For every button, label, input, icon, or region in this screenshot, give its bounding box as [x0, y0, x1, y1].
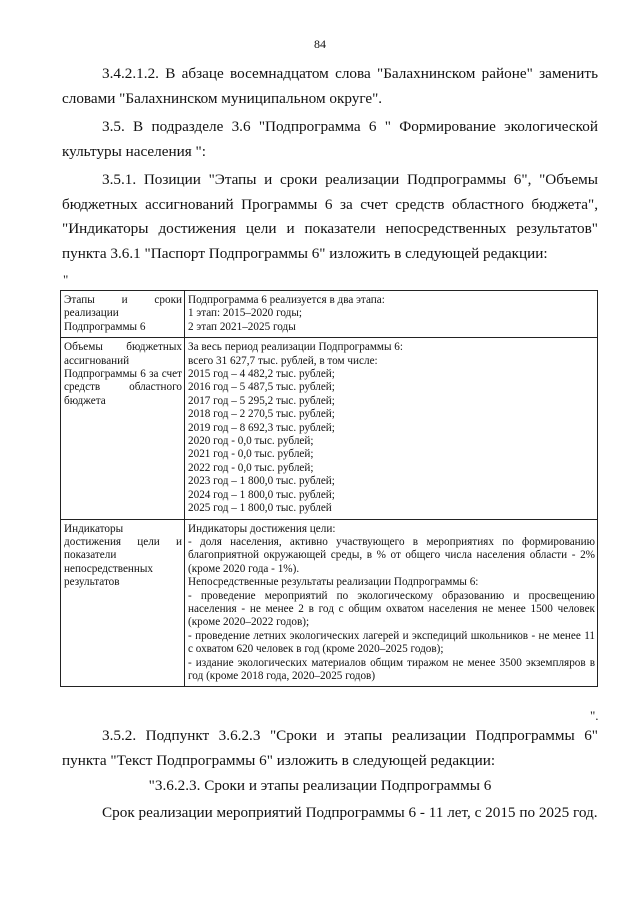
row-label-stages: Этапы и сроки реализации Подпрограммы 6 [61, 291, 185, 338]
value-line: 1 этап: 2015–2020 годы; [188, 307, 302, 320]
closing-quote-mark: ". [590, 708, 599, 723]
row-value-indicators [185, 519, 598, 687]
table-row-stages [61, 291, 598, 338]
row-value-stages [185, 291, 598, 338]
paragraph-3-5: 3.5. В подразделе 3.6 "Подпрограмма 6 " Формирование экологической культуры населения ": [62, 118, 598, 160]
table-row-indicators [61, 519, 598, 687]
value-line: 2024 год – 1 800,0 тыс. рублей; [188, 488, 335, 501]
value-line: 2022 год - 0,0 тыс. рублей; [188, 461, 314, 474]
row-label-indicators: Индикаторы достижения цели и показатели непосредственных результатов [61, 519, 185, 687]
value-line: За весь период реализации Подпрограммы 6: [188, 341, 403, 354]
passport-table [60, 290, 598, 687]
value-line: 2021 год - 0,0 тыс. рублей; [188, 448, 314, 461]
value-line: Подпрограмма 6 реализуется в два этапа: [188, 294, 385, 306]
value-line: 2 этап 2021–2025 годы [188, 320, 296, 333]
value-line: Непосредственные результаты реализации Подпрограммы 6: [188, 576, 479, 589]
page-number: 84 [314, 37, 326, 51]
table-row-budget [61, 338, 598, 519]
paragraph-term: Срок реализации мероприятий Подпрограммы 6 - 11 лет, с 2015 по 2025 год. [102, 804, 598, 821]
value-line: 2023 год – 1 800,0 тыс. рублей; [188, 475, 335, 488]
heading-3-6-2-3: "3.6.2.3. Сроки и этапы реализации Подпрограммы 6 [148, 777, 492, 794]
value-line: - проведение мероприятий по экологическому образованию и просвещению населения - не менее 2 в год с общим охватом населения не менее 1500 человек (кроме 2020–2022 годов); [188, 589, 595, 629]
paragraph-3-5-1: 3.5.1. Позиции "Этапы и сроки реализации Подпрограммы 6", "Объемы бюджетных ассигнований Программы 6 за счет средств областного бюджета", "Индикаторы достижения цели и показатели непосредственных результатов" пункта 3.6.1 "Паспорт Подпрограммы 6" изложить в следующей редакции: [62, 171, 598, 262]
value-line: всего 31 627,7 тыс. рублей, в том числе: [188, 354, 378, 367]
row-value-budget [185, 338, 598, 519]
paragraph-3-5-2: 3.5.2. Подпункт 3.6.2.3 "Сроки и этапы реализации Подпрограммы 6" пункта "Текст Подпрограммы 6" изложить в следующей редакции: [62, 727, 598, 769]
value-line: - доля населения, активно участвующего в мероприятиях по формированию благоприятной окружающей среды, в % от общего числа населения области - 2% (кроме 2020 года - 1%). [188, 535, 595, 575]
row-label-budget: Объемы бюджетных ассигнований Подпрограммы 6 за счет средств областного бюджета [61, 338, 185, 519]
value-line: 2017 год – 5 295,2 тыс. рублей; [188, 394, 335, 407]
value-line: - проведение летних экологических лагерей и экспедиций школьников - не менее 11 с охватом 620 человек в год (кроме 2020–2025 годов); [188, 629, 595, 656]
value-line: Индикаторы достижения цели: [188, 522, 336, 535]
opening-quote-mark: " [63, 272, 69, 287]
value-line: 2015 год – 4 482,2 тыс. рублей; [188, 368, 335, 381]
value-line: 2018 год – 2 270,5 тыс. рублей; [188, 408, 335, 421]
paragraph-3-4-2-1-2: 3.4.2.1.2. В абзаце восемнадцатом слова "Балахнинском районе" заменить словами "Балахнинском муниципальном округе". [62, 65, 598, 107]
value-line: - издание экологических материалов общим тиражом не менее 3500 экземпляров в год (кроме 2018 года, 2020–2025 годов) [188, 656, 595, 682]
value-line: 2025 год – 1 800,0 тыс. рублей [188, 502, 332, 515]
value-line: 2016 год – 5 487,5 тыс. рублей; [188, 381, 335, 394]
value-line: 2019 год – 8 692,3 тыс. рублей; [188, 421, 335, 434]
value-line: 2020 год - 0,0 тыс. рублей; [188, 435, 314, 448]
